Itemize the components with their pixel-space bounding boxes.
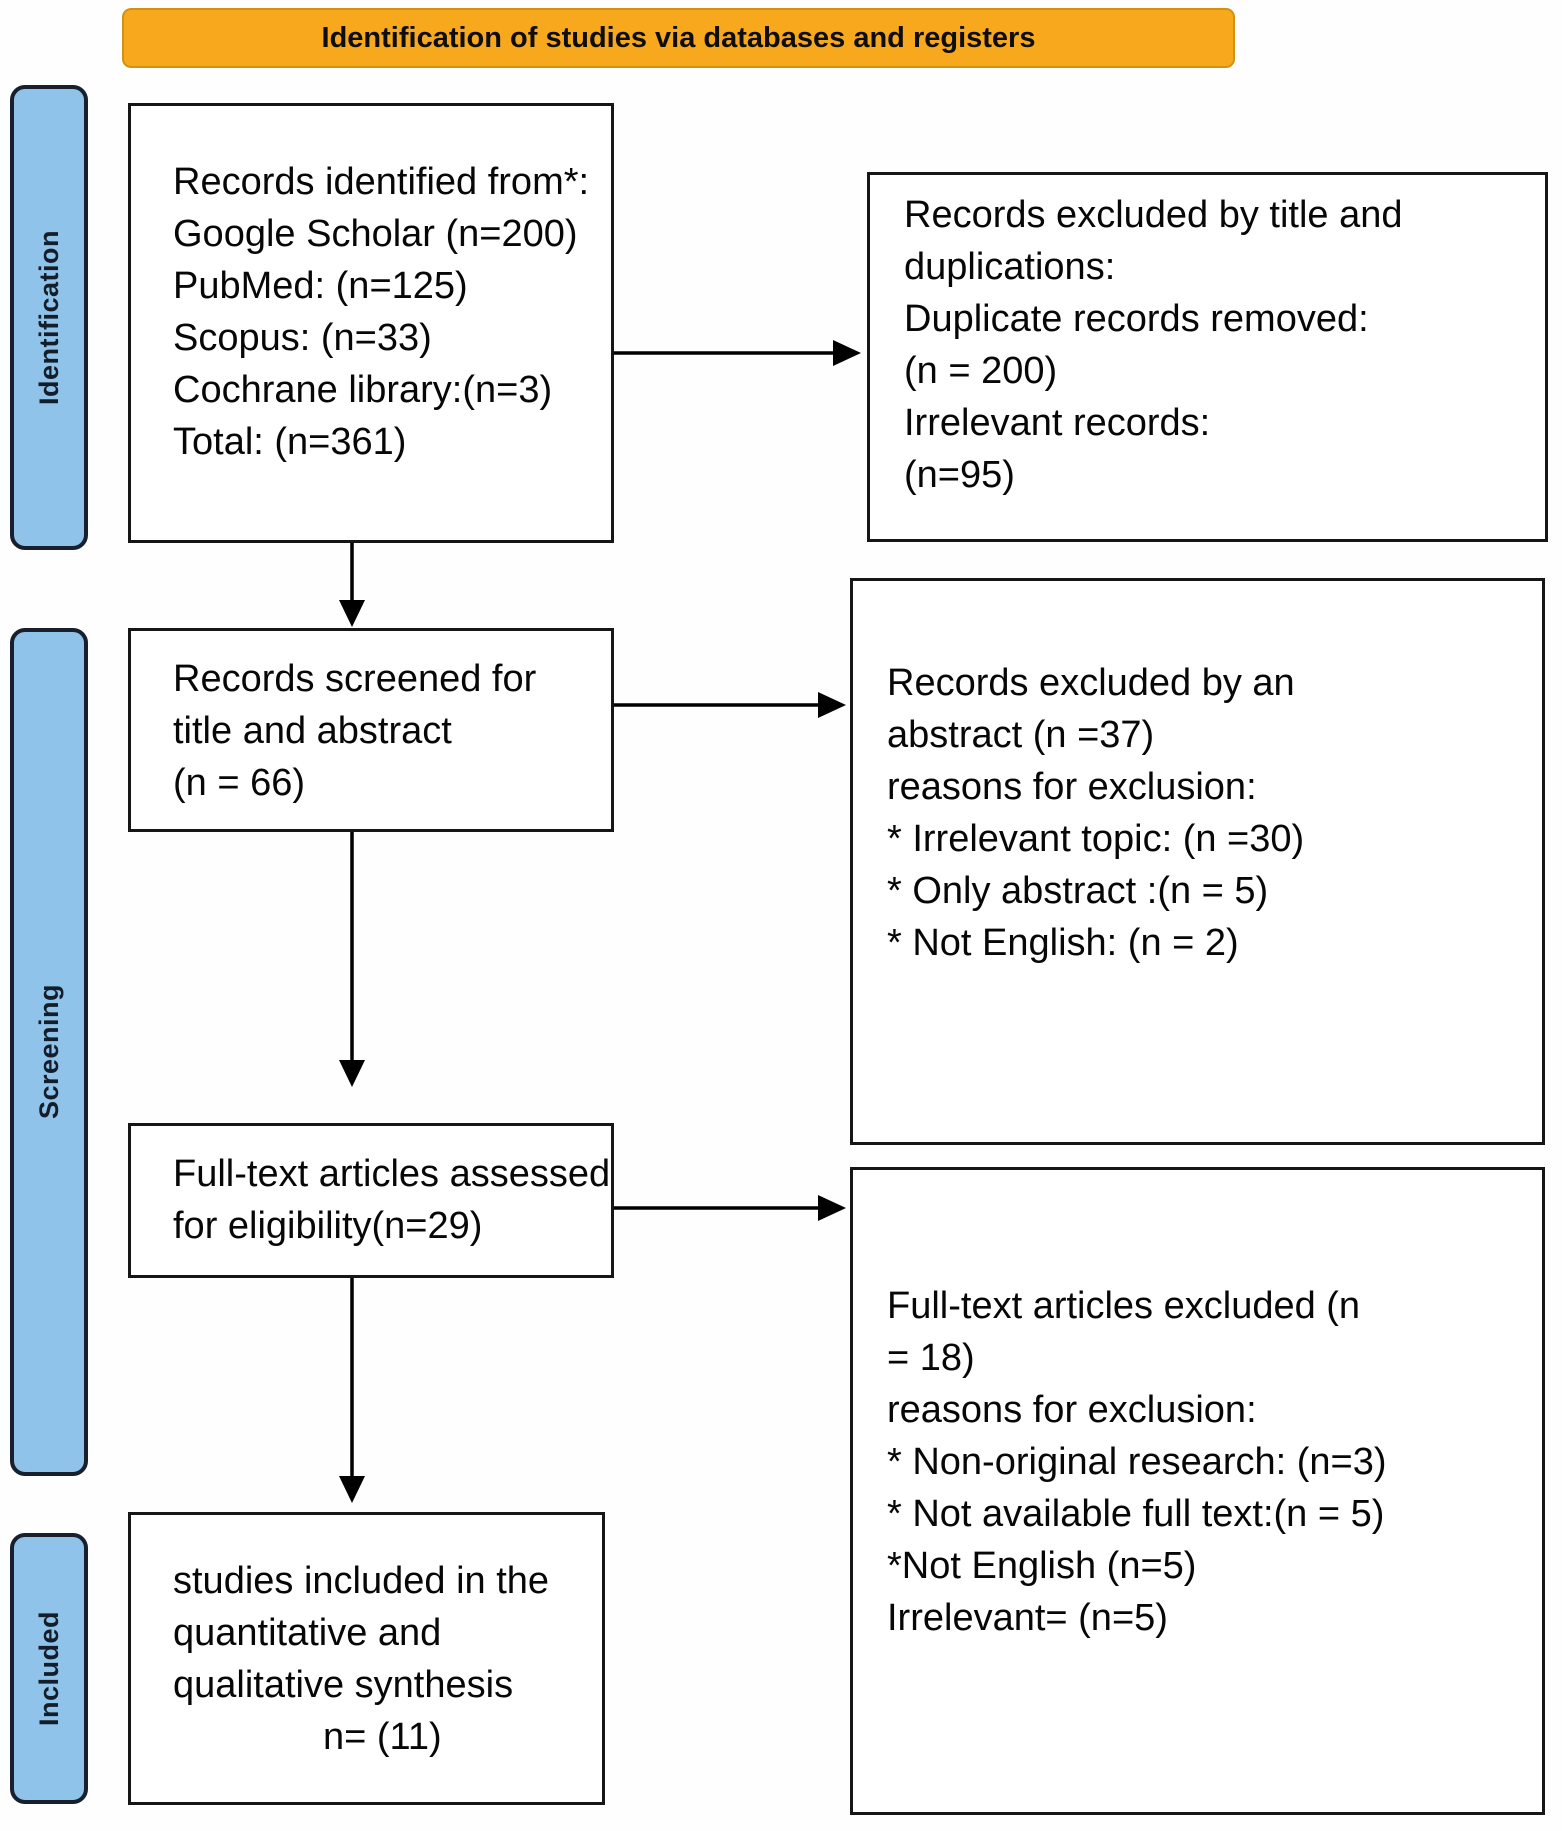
text-line: (n = 66): [173, 762, 306, 804]
stage-label-screening: [10, 628, 88, 1476]
box-records-identified: [128, 103, 614, 543]
text-line: Records identified from*:: [173, 161, 590, 203]
text-line: * Not English: (n = 2): [887, 922, 1239, 964]
stage-label-included: [10, 1533, 88, 1804]
text-line: Records excluded by title and: [904, 194, 1403, 236]
banner-title: [122, 8, 1235, 68]
arrow-identified-to-excluded-title: [613, 340, 861, 366]
box-studies-included: [128, 1512, 605, 1805]
text-line: studies included in the: [173, 1560, 550, 1602]
text-line: (n=95): [904, 454, 1015, 496]
arrow-fulltext-to-included: [339, 1278, 365, 1503]
text-line: PubMed: (n=125): [173, 265, 468, 307]
text-line: * Non-original research: (n=3): [887, 1441, 1387, 1483]
arrow-identified-to-screened: [339, 543, 365, 627]
text-line: quantitative and: [173, 1612, 442, 1654]
text-line: title and abstract: [173, 710, 452, 752]
text-line: qualitative synthesis: [173, 1664, 514, 1706]
arrow-screened-to-excluded-abstract: [613, 692, 846, 718]
text-line: = 18): [887, 1337, 975, 1379]
arrow-screened-to-fulltext: [339, 832, 365, 1087]
banner-title-text: Identification of studies via databases and registers: [321, 21, 1036, 54]
text-line: Duplicate records removed:: [904, 298, 1369, 340]
text-line: reasons for exclusion:: [887, 766, 1257, 808]
text-line: duplications:: [904, 246, 1116, 288]
text-line: Records screened for: [173, 658, 537, 700]
text-line: *Not English (n=5): [887, 1545, 1197, 1587]
text-line: Full-text articles excluded (n: [887, 1285, 1361, 1327]
text-line: n= (11): [323, 1716, 442, 1758]
box-records-screened: [128, 628, 614, 832]
box-fulltext-excluded: [850, 1167, 1545, 1815]
text-line: Irrelevant records:: [904, 402, 1211, 444]
text-line: Total: (n=361): [173, 421, 407, 463]
text-line: Scopus: (n=33): [173, 317, 432, 359]
text-line: Google Scholar (n=200): [173, 213, 578, 255]
box-records-excluded-title-duplications: [867, 172, 1548, 542]
text-line: abstract (n =37): [887, 714, 1155, 756]
text-line: * Only abstract :(n = 5): [887, 870, 1269, 912]
text-line: Irrelevant= (n=5): [887, 1597, 1168, 1639]
text-line: Records excluded by an: [887, 662, 1295, 704]
text-line: reasons for exclusion:: [887, 1389, 1257, 1431]
box-records-excluded-abstract: [850, 578, 1545, 1145]
text-line: Full-text articles assessed: [173, 1153, 611, 1195]
text-line: * Not available full text:(n = 5): [887, 1493, 1385, 1535]
stage-label-text: Identification: [33, 230, 64, 405]
stage-label-text: Screening: [33, 984, 64, 1120]
box-fulltext-assessed: [128, 1123, 614, 1278]
text-line: (n = 200): [904, 350, 1058, 392]
stage-label-text: Included: [33, 1610, 64, 1726]
text-line: for eligibility(n=29): [173, 1205, 483, 1247]
arrow-fulltext-to-excluded-fulltext: [613, 1195, 846, 1221]
text-line: * Irrelevant topic: (n =30): [887, 818, 1305, 860]
stage-label-identification: [10, 85, 88, 550]
text-line: Cochrane library:(n=3): [173, 369, 553, 411]
